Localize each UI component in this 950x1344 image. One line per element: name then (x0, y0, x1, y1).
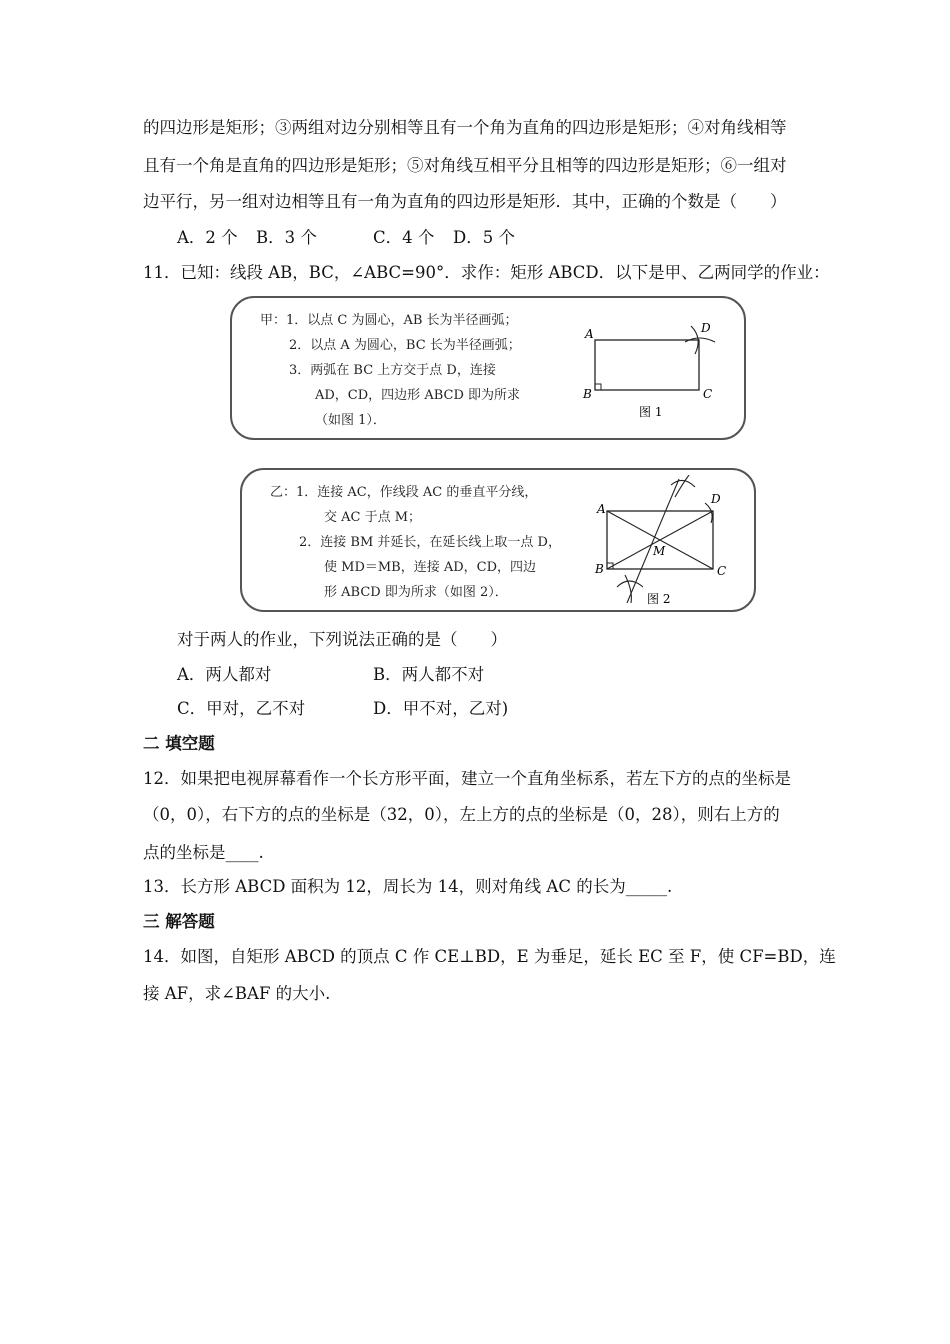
q10-line-2: 且有一个角是直角的四边形是矩形；⑤对角线互相平分且相等的四边形是矩形；⑥一组对 (143, 156, 787, 175)
q12-line-3: 点的坐标是____. (143, 843, 264, 862)
yi-perpendicular-bisector (627, 479, 679, 603)
section-fill-in-blank-heading: 二 填空题 (143, 734, 215, 753)
q11-question: 对于两人的作业，下列说法正确的是（ ） (177, 630, 507, 649)
yi-arc-top-2 (675, 475, 689, 497)
yi-label-c: C (717, 564, 727, 578)
jia-label-b: B (583, 387, 592, 401)
jia-arc-2 (685, 338, 715, 342)
section-answer-heading: 三 解答题 (143, 912, 215, 931)
jia-solution-box (230, 296, 746, 440)
q11-option-b: B．两人都不对 (373, 665, 485, 684)
yi-figure-caption: 图 2 (647, 592, 671, 606)
q10-option-d: D．5 个 (453, 228, 515, 247)
q11-option-c: C．甲对，乙不对 (177, 699, 306, 718)
jia-label-c: C (703, 387, 713, 401)
q10-option-c: C．4 个 (373, 228, 435, 247)
q10-line-3: 边平行，另一组对边相等且有一角为直角的四边形是矩形．其中，正确的个数是（ ） (143, 192, 787, 211)
yi-label-m: M (653, 544, 666, 558)
yi-label-b: B (595, 562, 604, 576)
jia-step-3: 3．两弧在 BC 上方交于点 D，连接 (289, 363, 496, 378)
jia-step-2: 2．以点 A 为圆心，BC 长为半径画弧； (289, 338, 521, 353)
jia-label-d: D (701, 321, 711, 335)
yi-label-d: D (711, 492, 721, 506)
jia-label-a: A (585, 327, 594, 341)
q14-line-1: 14．如图，自矩形 ABCD 的顶点 C 作 CE⊥BD，E 为垂足，延长 EC 至 F，使 CF=BD，连 (143, 947, 836, 966)
yi-step-1: 乙：1．连接 AC，作线段 AC 的垂直平分线， (270, 485, 538, 500)
jia-rectangle (595, 340, 699, 390)
jia-figure-1 (577, 318, 727, 428)
yi-step-2: 2．连接 BM 并延长，在延长线上取一点 D， (299, 535, 561, 550)
q12-line-2: （0，0），右下方的点的坐标是（32，0），左上方的点的坐标是（0，28），则右上方的 (143, 805, 780, 824)
yi-step-2-end: 形 ABCD 即为所求（如图 2）． (324, 585, 508, 600)
yi-solution-box (240, 468, 756, 612)
jia-figure-caption: 图 1 (639, 405, 663, 419)
jia-right-angle-mark (595, 384, 601, 390)
q10-option-a: A．2 个 (177, 228, 238, 247)
yi-figure-2 (587, 475, 747, 607)
yi-label-a: A (597, 502, 606, 516)
q10-option-b: B．3 个 (256, 228, 317, 247)
q12-line-1: 12．如果把电视屏幕看作一个长方形平面，建立一个直角坐标系，若左下方的点的坐标是 (143, 769, 791, 788)
q13-text: 13．长方形 ABCD 面积为 12，周长为 14，则对角线 AC 的长为_____. (143, 877, 673, 896)
jia-step-1: 甲：1．以点 C 为圆心，AB 长为半径画弧； (260, 313, 518, 328)
yi-step-1-cont: 交 AC 于点 M； (324, 510, 422, 525)
q10-line-1: 的四边形是矩形；③两组对边分别相等且有一个角为直角的四边形是矩形；④对角线相等 (143, 118, 787, 137)
yi-step-2-cont: 使 MD＝MB，连接 AD，CD，四边 (324, 560, 537, 575)
q14-line-2: 接 AF，求∠BAF 的大小. (143, 984, 331, 1003)
q11-stem: 11．已知：线段 AB，BC，∠ABC=90°．求作：矩形 ABCD．以下是甲、乙两同学的作业： (143, 263, 830, 282)
q11-option-a: A．两人都对 (177, 665, 272, 684)
jia-step-3-cont: AD，CD，四边形 ABCD 即为所求 (315, 388, 520, 403)
q11-option-d: D．甲不对，乙对) (373, 699, 509, 718)
jia-step-3-end: （如图 1）． (315, 413, 386, 428)
